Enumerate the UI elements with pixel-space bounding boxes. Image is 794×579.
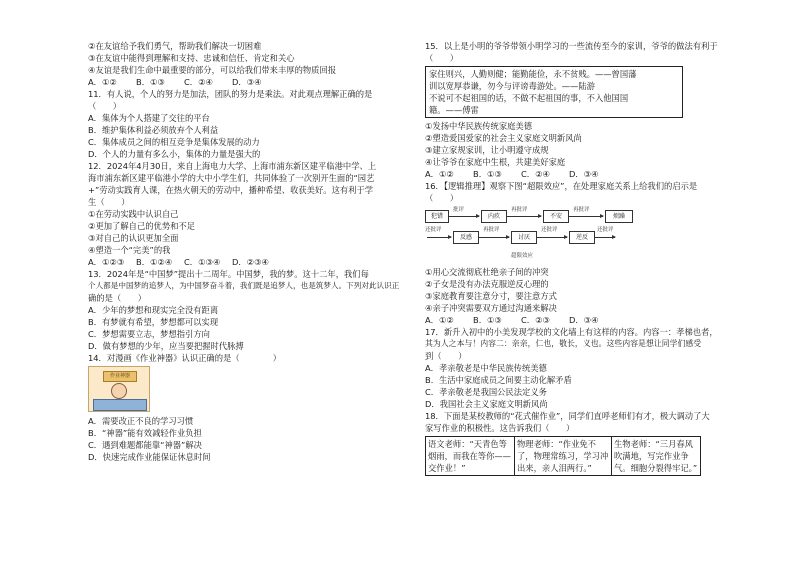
family-motto-box	[425, 66, 683, 118]
flow-node: 逆反	[569, 231, 595, 244]
q11-option-b[interactable]: B．维护集体利益必须放弃个人利益	[88, 125, 219, 135]
q12-stem: 海市浦东新区建平临港小学的大中小学生们，共同体验了一次别开生面的“园艺	[88, 173, 375, 183]
choice-c[interactable]: C．②④	[521, 169, 550, 179]
q12-stem: +”劳动实践育人课，在热火朝天的劳动中，播种希望、收获美好。这有利于学	[88, 185, 374, 195]
choice-c[interactable]: C．②③	[521, 315, 550, 325]
q14-option-c[interactable]: C．遇到难题都能靠“神器”解决	[88, 440, 202, 450]
q12-statement: ①在劳动实践中认识自己	[88, 209, 179, 219]
q12-stem: 生（ ）	[88, 197, 130, 207]
q17-stem: 17．新升入初中的小美发现学校的文化墙上有这样的内容。内容一：孝梯也者，	[425, 327, 718, 337]
q14-option-d[interactable]: D．快速完成作业能保证休息时间	[88, 452, 211, 462]
choice-c[interactable]: C．②④	[184, 77, 213, 87]
q12-statement: ②更加了解自己的优势和不足	[88, 221, 196, 231]
right-column	[425, 40, 718, 476]
q17-option-d[interactable]: D．我国社会主义家庭文明新风尚	[425, 399, 548, 409]
q13-stem: 个人都是中国梦的追梦人，为中国梦奋斗着，我们既是追梦人，也是筑梦人。下列对此认识正	[88, 281, 400, 290]
q15-statement: ③建立家规家训，让小明遵守成规	[425, 145, 549, 155]
q15-stem-blank: （ ）	[425, 53, 459, 63]
q15-statement: ①发扬中华民族传统家庭美德	[425, 121, 533, 131]
teacher-quotes-table	[425, 436, 701, 476]
flow-label: 还批评	[541, 227, 558, 233]
flow-arrow	[569, 216, 603, 217]
motto-line: 不说可不起祖国的话，不做不起祖国的事，不入他国国	[429, 93, 629, 103]
motto-line: 家住则兴，人勤则健；能勤能俭，永不贫贱。——曾国藩	[429, 69, 637, 79]
q16-stem-blank: （ ）	[425, 193, 459, 203]
table-cell: 生物老师：“三月春风吹满地，写完作业争气。细胞分裂得牢记。”	[612, 437, 701, 476]
choice-a[interactable]: A．①②③	[88, 257, 125, 267]
q12-stem: 12．2024年4月30日，来自上海电力大学、上海市浦东新区建平临港中学、上	[88, 161, 377, 171]
q11-stem-blank: （ ）	[88, 101, 122, 111]
choice-d[interactable]: D．②③④	[232, 257, 269, 267]
q16-statement: ①用心交流彻底杜绝亲子间的冲突	[425, 267, 549, 277]
motto-line: 籍。——傅雷	[429, 105, 479, 115]
q16-statement: ②子女是没有办法克服逆反心理的	[425, 279, 549, 289]
flow-node: 讨厌	[511, 231, 537, 244]
left-column	[88, 40, 400, 463]
flow-arrow	[595, 237, 615, 238]
choice-d[interactable]: D．③④	[569, 315, 599, 325]
q15-stem: 15．以上是小明的爷爷带领小明学习的一些流传至今的家训，爷爷的做法有利于	[425, 41, 718, 51]
q13-option-a[interactable]: A．少年的梦想和现实完全没有距离	[88, 305, 219, 315]
cartoon-desk	[93, 399, 147, 411]
q13-stem: 确的是（ ）	[88, 293, 147, 303]
q15-choice-row	[425, 168, 710, 180]
choice-b[interactable]: B．①③	[473, 169, 502, 179]
q17-option-c[interactable]: C．孝亲敬老是我国公民法定义务	[425, 387, 547, 397]
table-cell: 语文老师：“天青色等烟雨，而我在等你——交作业！”	[426, 437, 515, 476]
q14-option-a[interactable]: A．需要改正不良的学习习惯	[88, 416, 194, 426]
choice-b[interactable]: B．①③	[473, 315, 502, 325]
option-line: ②在友谊给予我们勇气，帮助我们解决一切困难	[88, 41, 262, 51]
q13-option-d[interactable]: D．做有梦想的少年，应当要把握时代脉搏	[88, 341, 244, 351]
q15-statement: ②塑造爱国爱家的社会主义家庭文明新风尚	[425, 133, 582, 143]
flow-arrow	[427, 237, 451, 238]
option-line: ③在友谊中能得到理解和支持、忠诚和信任、肯定和关心	[88, 53, 295, 63]
cartoon-image	[88, 366, 150, 412]
choice-row	[88, 76, 388, 88]
flow-caption: 超限效应	[511, 253, 534, 259]
flow-node: 犯错	[425, 210, 449, 223]
q11-option-c[interactable]: C．集体成员之间的相互竞争是集体发展的动力	[88, 137, 260, 147]
q13-stem: 13．2024年是“中国梦”提出十二周年。中国梦，我的梦。这十二年，我们每	[88, 269, 369, 279]
choice-a[interactable]: A．①②	[88, 77, 117, 87]
flow-node: 内疚	[481, 210, 507, 223]
choice-d[interactable]: D．③④	[569, 169, 599, 179]
q11-option-d[interactable]: D．个人的力量有多么小，集体的力量是强大的	[88, 149, 261, 159]
q17-stem: 到（ ）	[425, 351, 467, 361]
q12-statement: ④塑造一个“完美”的我	[88, 245, 171, 255]
q16-stem: 16．【逻辑推理】观察下图“超限效应”，在处理家庭关系上给我们的启示是	[425, 181, 698, 191]
flow-label: 再批评	[573, 207, 590, 213]
q14-option-b[interactable]: B．“神器”能有效减轻作业负担	[88, 428, 202, 438]
table-cell: 物理老师：“作业免不了，物理常练习，学习冲出来，亲人泪两行。”	[515, 437, 612, 476]
option-line: ④友谊是我们生命中最重要的部分，可以给我们带来丰厚的物质回报	[88, 65, 337, 75]
flow-label: 批评	[453, 207, 465, 213]
flow-label: 再批评	[483, 227, 500, 233]
q12-choice-row	[88, 256, 388, 268]
q11-stem: 11．有人说，个人的努力是加法，团队的努力是乘法。对此观点理解正确的是	[88, 89, 373, 99]
flow-arrow	[537, 237, 567, 238]
flow-label: 还批评	[597, 227, 614, 233]
motto-line: 训以宽厚恭谦，勿今与评谤毒游处。——陆游	[429, 81, 595, 91]
q13-option-b[interactable]: B．有梦就有希望，梦想都可以实现	[88, 317, 219, 327]
flow-arrow	[479, 237, 509, 238]
flow-arrow	[507, 216, 541, 217]
overlimit-effect-diagram	[425, 206, 710, 264]
choice-a[interactable]: A．①②	[425, 169, 454, 179]
flow-label: 还批评	[425, 227, 442, 233]
q16-choice-row	[425, 314, 710, 326]
q16-statement: ④亲子冲突需要双方通过沟通来解决	[425, 303, 557, 313]
flow-arrow	[449, 216, 479, 217]
choice-b[interactable]: B．①③	[136, 77, 165, 87]
flow-node: 反感	[453, 231, 479, 244]
cartoon-student	[111, 383, 127, 399]
q17-option-a[interactable]: A．孝亲敬老是中华民族传统美德	[425, 363, 547, 373]
flow-node: 不安	[543, 210, 569, 223]
q13-option-c[interactable]: C．梦想需要立志，梦想指引方向	[88, 329, 210, 339]
choice-d[interactable]: D．③④	[232, 77, 262, 87]
q14-stem: 14．对漫画《作业神器》认识正确的是（ ）	[88, 353, 282, 363]
q17-stem: 其为人之本与！内容二：亲亲，仁也，敬长，义也。这些内容是想让同学们感受	[425, 339, 702, 348]
table-row	[426, 437, 701, 476]
q18-stem: 18．下面是某校教师的“花式催作业”，同学们直呼老师们有才，极大调动了大	[425, 411, 710, 421]
q16-statement: ③家庭教育要注意分寸，要注意方式	[425, 291, 557, 301]
choice-b[interactable]: B．①②④	[136, 257, 173, 267]
q18-stem: 家写作业的积极性。这告诉我们（ ）	[425, 423, 575, 433]
q15-statement: ④让爷爷在家庭中生根，共建美好家庭	[425, 157, 566, 167]
q11-option-a[interactable]: A．集体为个人搭建了交往的平台	[88, 113, 210, 123]
flow-node: 烦躁	[605, 210, 633, 223]
cartoon-sign: 作业神器	[103, 371, 137, 382]
q17-option-b[interactable]: B．生活中家庭成员之间要主动化解矛盾	[425, 375, 572, 385]
flow-label: 再批评	[511, 207, 528, 213]
choice-a[interactable]: A．①②	[425, 315, 454, 325]
choice-c[interactable]: C．①③④	[184, 257, 221, 267]
q12-statement: ③对自己的认识更加全面	[88, 233, 179, 243]
